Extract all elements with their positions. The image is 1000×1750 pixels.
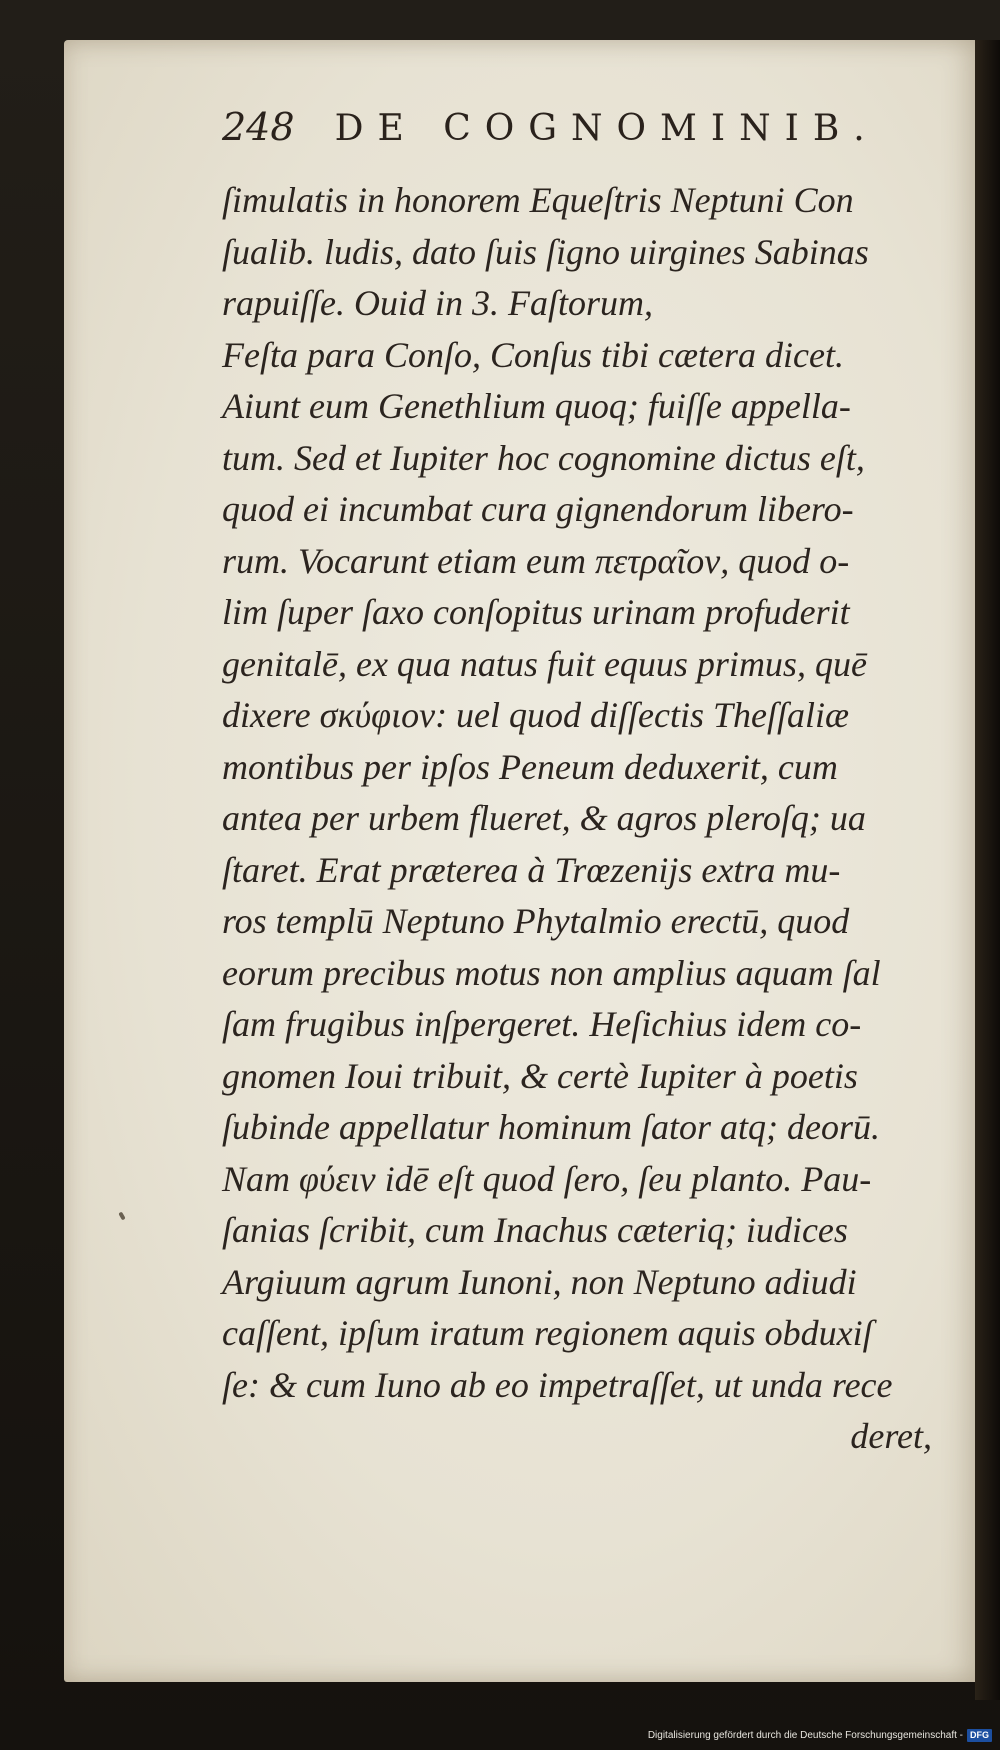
text-line: Nam φύειν idē eſt quod ſero, ſeu planto. Pau- (222, 1158, 872, 1199)
text-line: dixere σκύφιον: uel quod diſſectis Theſſaliæ (222, 695, 850, 735)
digitization-credit (648, 1729, 992, 1742)
running-title: DE COGNOMINIB. (334, 108, 879, 149)
text-line: antea per urbem flueret, & agros pleroſq; ua (222, 798, 866, 838)
text-line: ſualib. ludis, dato ſuis ſigno uirgines Sabinas (222, 231, 869, 272)
page-edge-shadow (975, 40, 1000, 1700)
text-line: lim ſuper ſaxo conſopitus urinam profuderit (222, 592, 850, 632)
text-line: montibus per ipſos Peneum deduxerit, cum (222, 746, 838, 787)
text-line: caſſent, ipſum iratum regionem aquis obduxiſ (222, 1313, 873, 1353)
text-line: ſanias ſcribit, cum Inachus cæteriq; iudices (222, 1210, 848, 1250)
text-line: tum. Sed et Iupiter hoc cognomine dictus eſt, (222, 437, 865, 478)
text-line: ſubinde appellatur hominum ſator atq; deorū. (222, 1107, 880, 1147)
text-line: ſe: & cum Iuno ab eo impetraſſet, ut unda rece (222, 1364, 893, 1405)
text-line: eorum precibus motus non amplius aquam ſal (222, 952, 881, 993)
text-line: rapuiſſe. Ouid in 3. Faſtorum, (222, 283, 653, 323)
catchword: deret, (850, 1416, 932, 1456)
text-line: quod ei incumbat cura gignendorum libero- (222, 489, 854, 529)
text-line: Argiuum agrum Iunoni, non Neptuno adiudi (222, 1261, 857, 1302)
body-text (222, 175, 932, 1463)
text-line: Aiunt eum Genethlium quoq; fuiſſe appella- (222, 386, 851, 426)
page-header (222, 105, 879, 149)
text-line: genitalē, ex qua natus fuit equus primus, quē (222, 643, 867, 684)
text-line: ſimulatis in honorem Equeſtris Neptuni Con (222, 180, 854, 220)
text-line: ſtaret. Erat præterea à Trœzenijs extra mu- (222, 849, 841, 890)
text-line: Feſta para Conſo, Conſus tibi cætera dicet. (222, 334, 844, 375)
text-line: gnomen Ioui tribuit, & certè Iupiter à poetis (222, 1055, 858, 1096)
text-line: ſam frugibus inſpergeret. Heſichius idem co- (222, 1004, 862, 1044)
text-line: rum. Vocarunt etiam eum πετραῖον, quod o- (222, 540, 850, 581)
text-line: ros templū Neptuno Phytalmio erectū, quod (222, 901, 850, 941)
dfg-logo-icon: DFG (967, 1729, 992, 1742)
attribution-text: Digitalisierung gefördert durch die Deutsche Forschungsgemeinschaft - (647, 1730, 963, 1741)
page-number: 248 (222, 105, 295, 149)
